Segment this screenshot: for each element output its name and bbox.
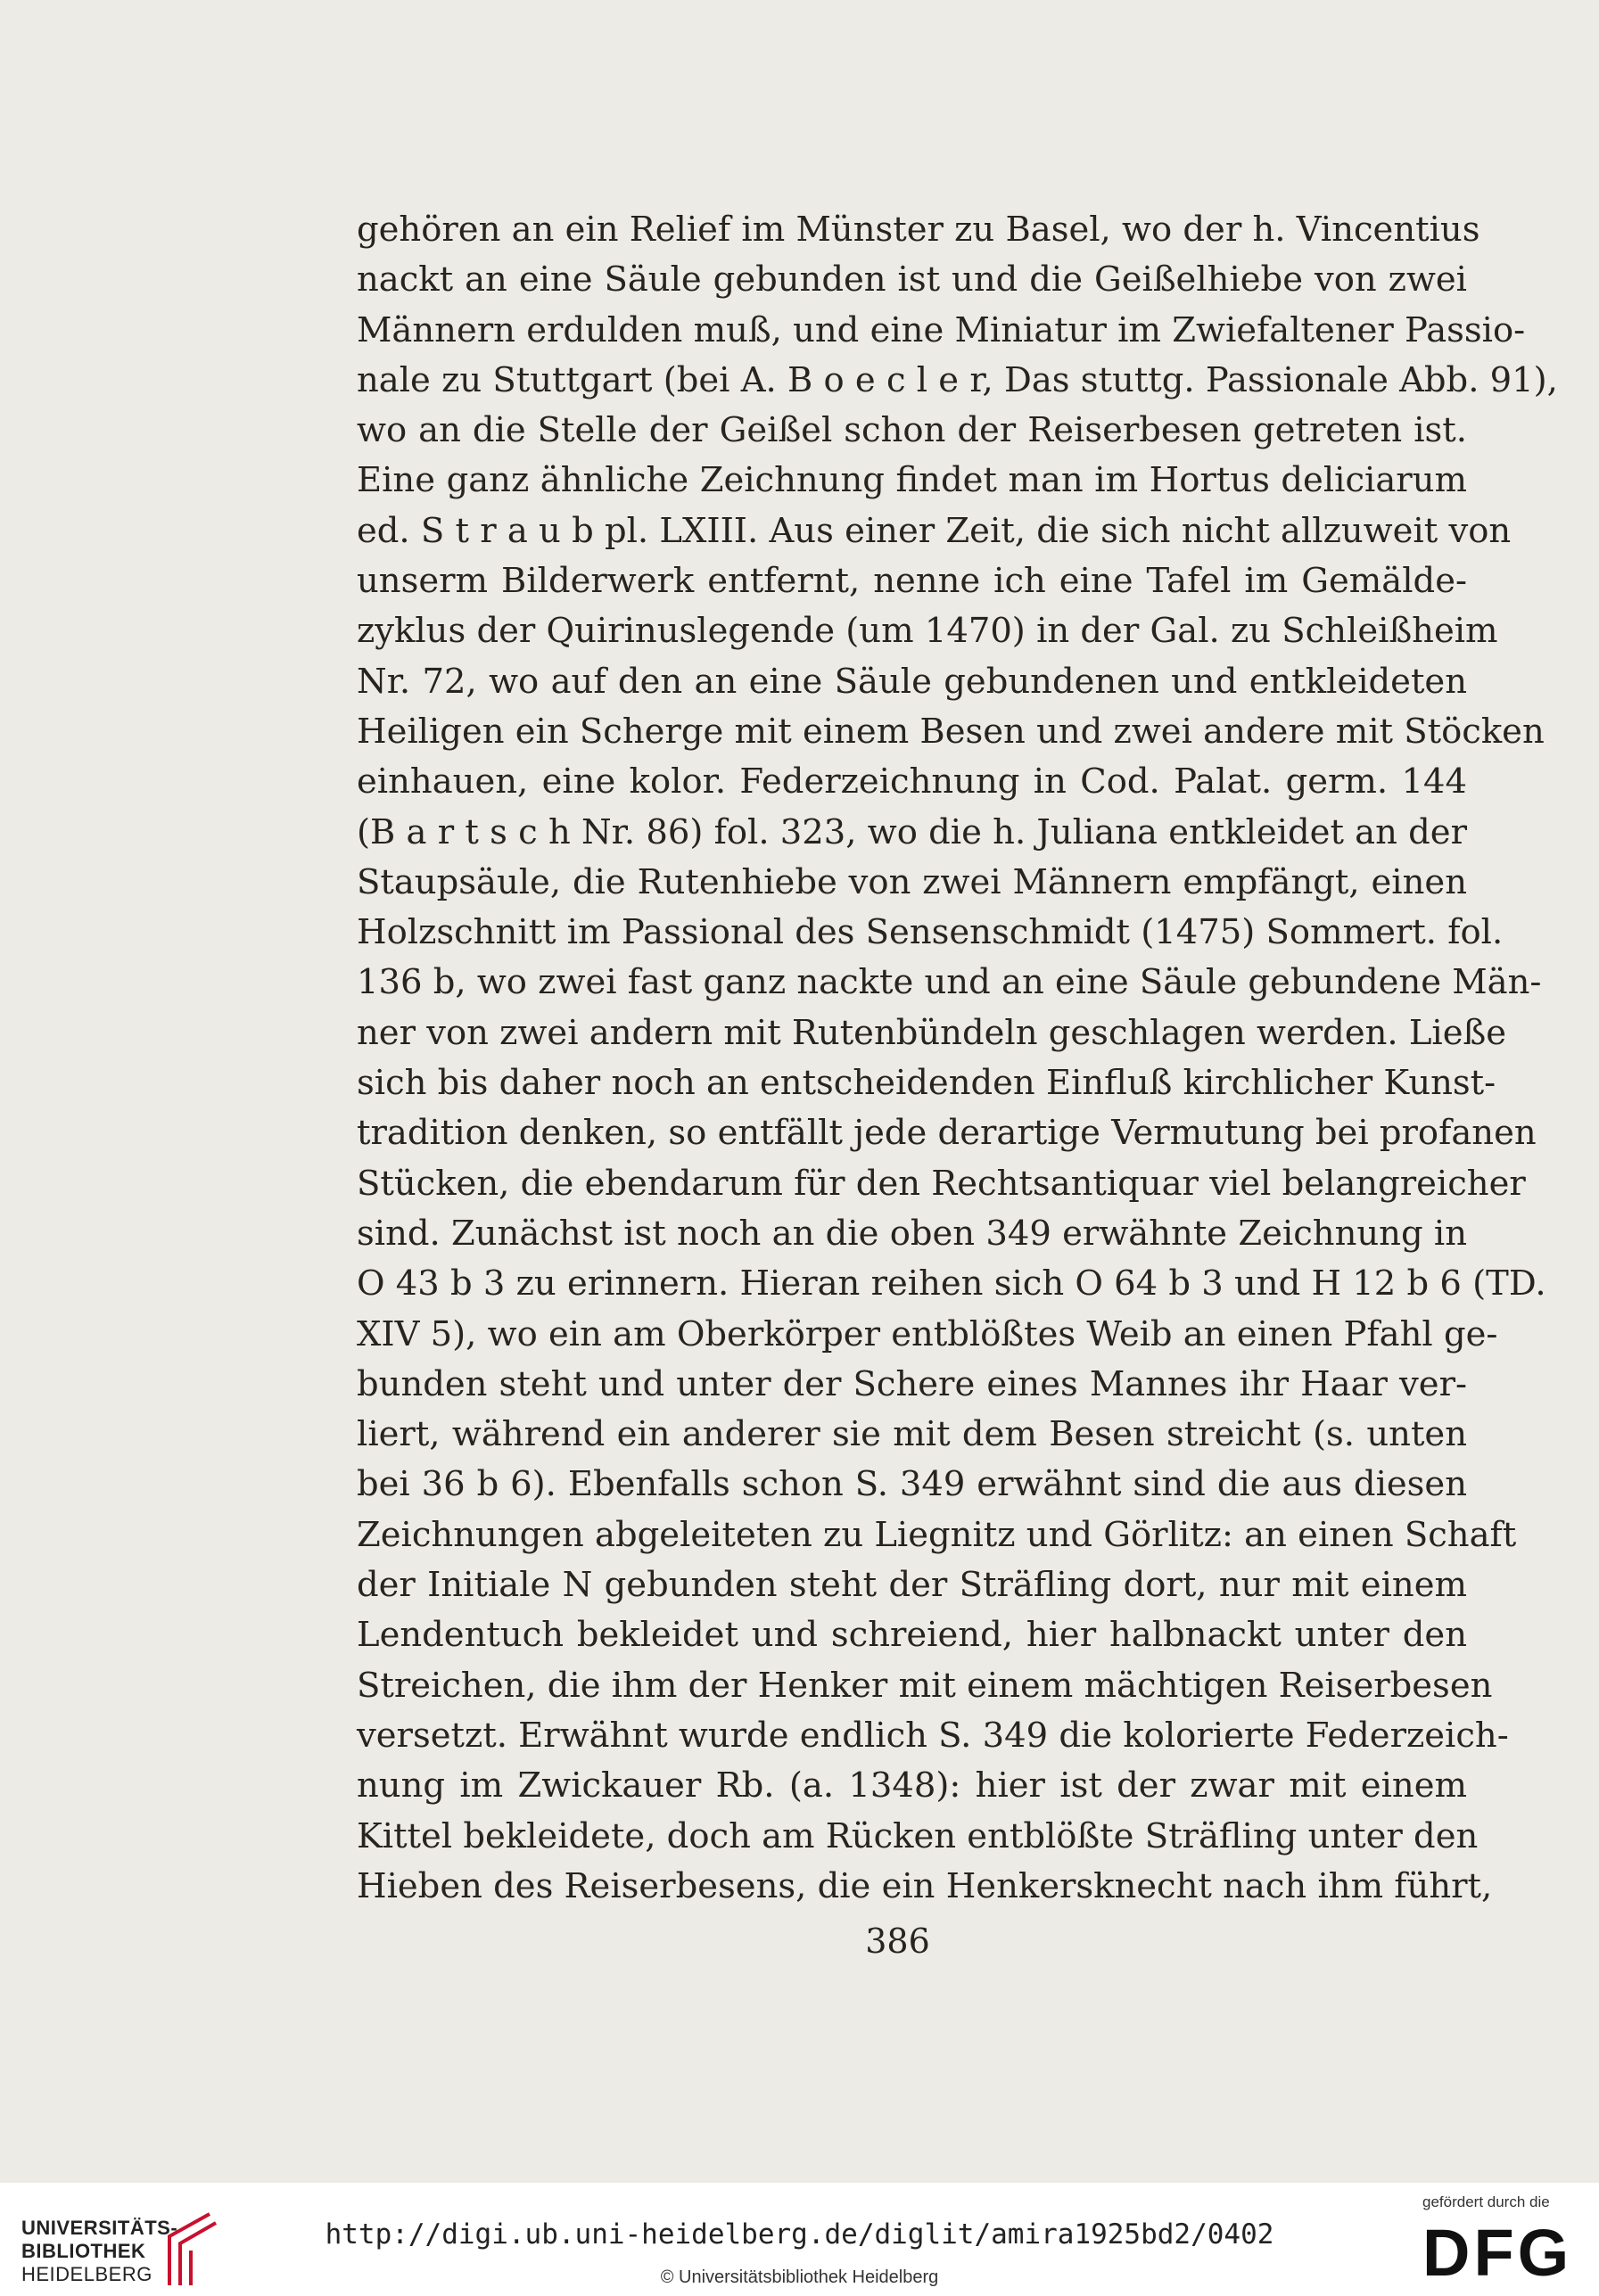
text-line: unserm Bilderwerk entfernt, nenne ich eine Tafel im Gemälde- — [357, 561, 1467, 602]
text-line: Heiligen ein Scherge mit einem Besen und zwei andere mit Stöcken — [357, 711, 1545, 752]
text-line: sich bis daher noch an entscheidenden Einfluß kirchlicher Kunst- — [357, 1063, 1496, 1104]
library-name-line1: UNIVERSITÄTS- — [21, 2217, 178, 2239]
copyright-notice: © Universitätsbibliothek Heidelberg — [660, 2267, 939, 2287]
text-line: Eine ganz ähnliche Zeichnung findet man im Hortus deliciarum — [357, 460, 1467, 501]
dfg-logo: DFG — [1422, 2216, 1573, 2290]
text-line: ed. S t r a u b pl. LXIII. Aus einer Zeit, die sich nicht allzuweit von — [357, 510, 1512, 551]
text-line: Kittel bekleidete, doch am Rücken entblößte Sträfling unter den — [357, 1815, 1479, 1856]
text-line: einhauen, eine kolor. Federzeichnung in Cod. Palat. germ. 144 — [357, 761, 1467, 802]
text-line: Stücken, die ebendarum für den Rechtsantiquar viel belangreicher — [357, 1163, 1526, 1204]
text-line: zyklus der Quirinuslegende (um 1470) in der Gal. zu Schleißheim — [357, 611, 1498, 652]
text-line: O 43 b 3 zu erinnern. Hieran reihen sich O 64 b 3 und H 12 b 6 (TD. — [357, 1263, 1546, 1304]
funding-note: gefördert durch die — [1422, 2193, 1550, 2210]
text-line: liert, während ein anderer sie mit dem Besen streicht (s. unten — [357, 1414, 1467, 1455]
text-line: der Initiale N gebunden steht der Sträfling dort, nur mit einem — [357, 1565, 1467, 1606]
text-line: wo an die Stelle der Geißel schon der Reiserbesen getreten ist. — [357, 410, 1467, 451]
page-number: 386 — [865, 1922, 930, 1961]
text-line: nackt an eine Säule gebunden ist und die Geißelhiebe von zwei — [357, 259, 1467, 300]
text-line: sind. Zunächst ist noch an die oben 349 erwähnte Zeichnung in — [357, 1213, 1467, 1254]
text-line: Zeichnungen abgeleiteten zu Liegnitz und Görlitz: an einen Schaft — [357, 1514, 1517, 1555]
text-line: tradition denken, so entfällt jede derartige Vermutung bei profanen — [357, 1113, 1537, 1154]
text-line: gehören an ein Relief im Münster zu Basel, wo der h. Vincentius — [357, 210, 1480, 250]
text-line: bunden steht und unter der Schere eines Mannes ihr Haar ver- — [357, 1363, 1467, 1404]
text-line: Streichen, die ihm der Henker mit einem mächtigen Reiserbesen — [357, 1665, 1493, 1706]
text-line: 136 b, wo zwei fast ganz nackte und an eine Säule gebundene Män- — [357, 962, 1542, 1003]
text-line: Nr. 72, wo auf den an eine Säule gebundenen und entkleideten — [357, 661, 1467, 702]
text-line: bei 36 b 6). Ebenfalls schon S. 349 erwähnt sind die aus diesen — [357, 1464, 1467, 1505]
text-line: Hieben des Reiserbesens, die ein Henkersknecht nach ihm führt, — [357, 1865, 1493, 1906]
text-line: Holzschnitt im Passional des Sensenschmidt (1475) Sommert. fol. — [357, 912, 1504, 953]
text-line: Staupsäule, die Rutenhiebe von zwei Männern empfängt, einen — [357, 861, 1467, 902]
text-line: XIV 5), wo ein am Oberkörper entblößtes Weib an einen Pfahl ge- — [357, 1313, 1498, 1354]
text-line: Lendentuch bekleidet und schreiend, hier halbnackt unter den — [357, 1615, 1467, 1656]
text-line: ner von zwei andern mit Rutenbündeln geschlagen werden. Ließe — [357, 1012, 1507, 1053]
text-line: versetzt. Erwähnt wurde endlich S. 349 die kolorierte Federzeich- — [357, 1715, 1509, 1756]
text-line: nung im Zwickauer Rb. (a. 1348): hier ist der zwar mit einem — [357, 1765, 1467, 1806]
body-text — [357, 205, 1558, 1912]
library-name-line3: HEIDELBERG — [21, 2263, 152, 2285]
permalink-url[interactable]: http://digi.ub.uni-heidelberg.de/diglit/amira1925bd2/0402 — [325, 2218, 1274, 2251]
text-line: (B a r t s c h Nr. 86) fol. 323, wo die h. Juliana entkleidet an der — [357, 811, 1467, 852]
text-line: Männern erdulden muß, und eine Miniatur im Zwiefaltener Passio- — [357, 309, 1526, 350]
library-name-line2: BIBLIOTHEK — [21, 2240, 146, 2262]
footer-bar — [0, 2183, 1599, 2296]
text-line: nale zu Stuttgart (bei A. B o e c l e r, Das stuttg. Passionale Abb. 91), — [357, 359, 1558, 400]
